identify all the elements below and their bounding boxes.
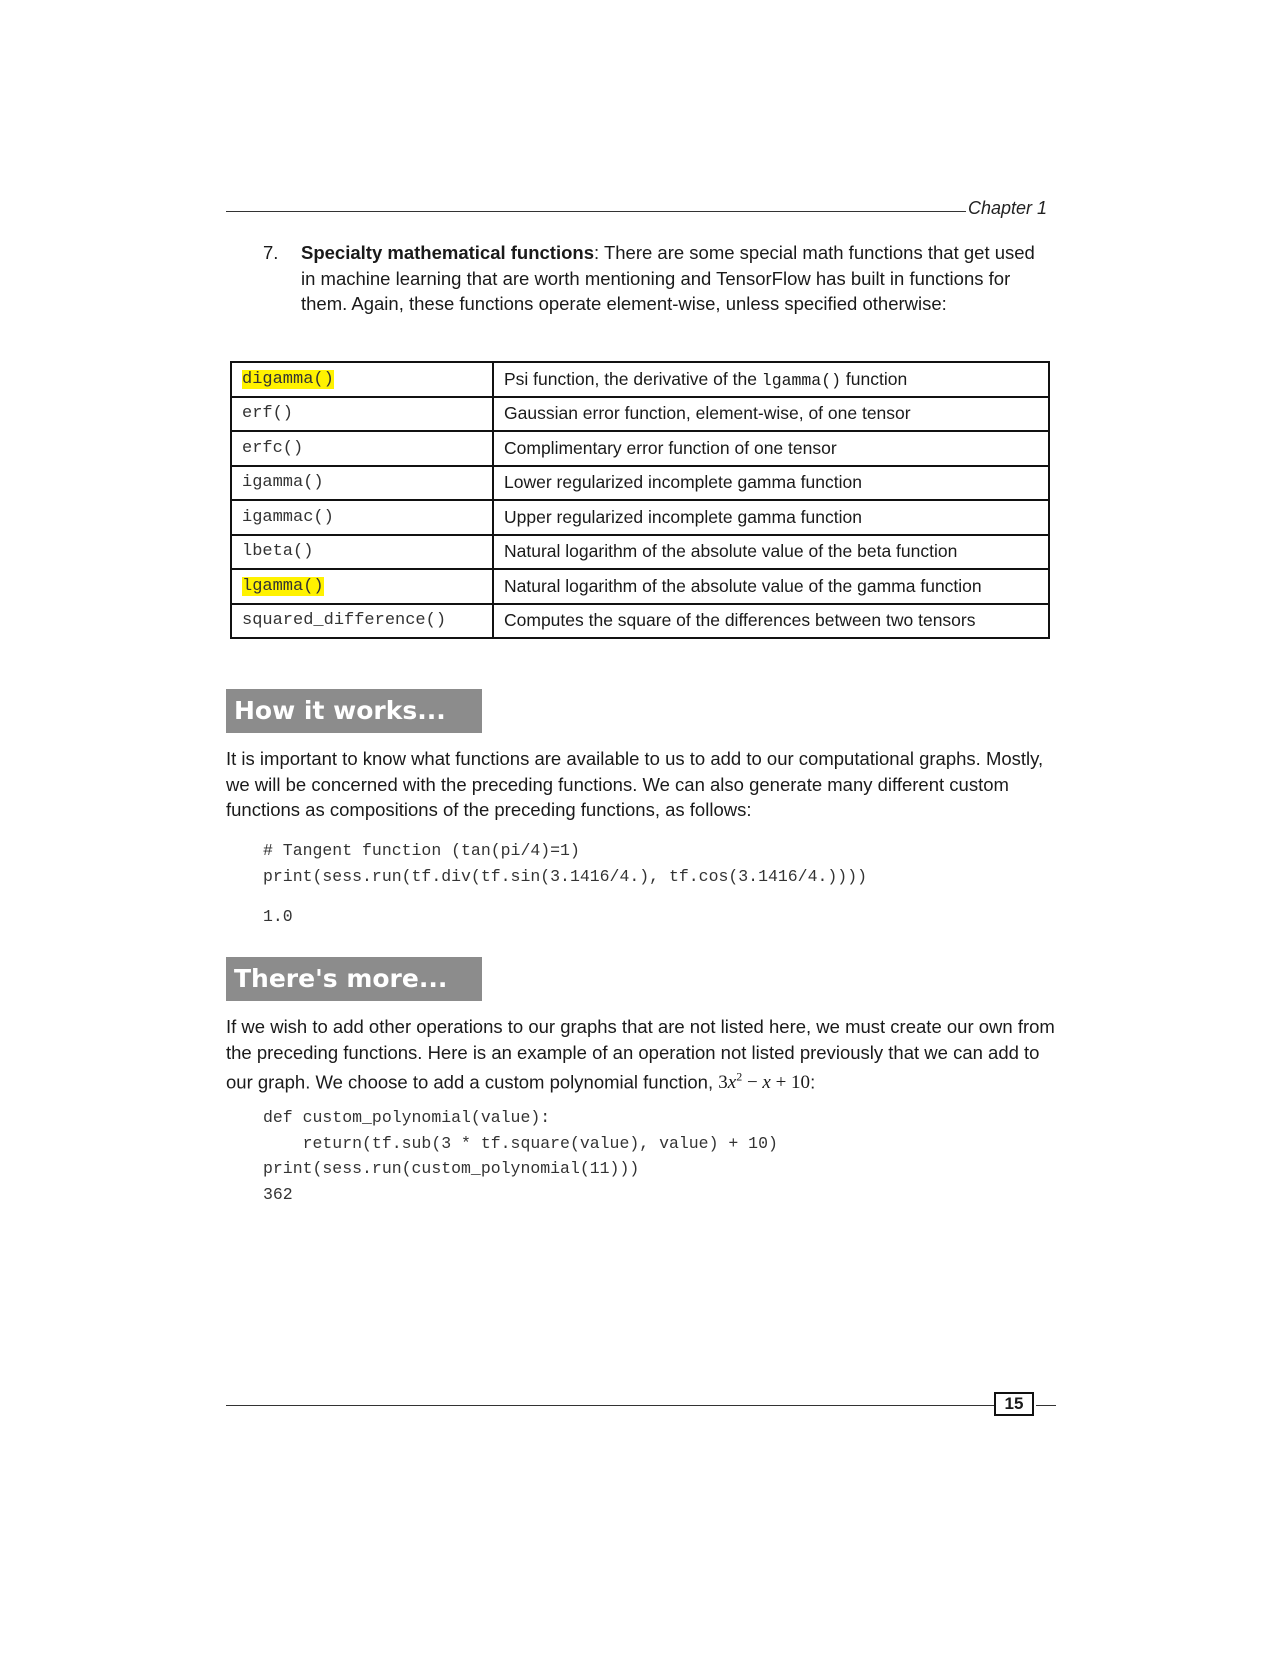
function-description: Lower regularized incomplete gamma function [493, 466, 1049, 501]
function-name: erf() [231, 397, 493, 432]
section-heading-how-it-works: How it works... [226, 689, 482, 733]
function-description: Upper regularized incomplete gamma function [493, 500, 1049, 535]
highlighted-function: digamma() [242, 369, 334, 389]
code-line: def custom_polynomial(value): [263, 1108, 551, 1127]
function-name: igamma() [231, 466, 493, 501]
function-description: Natural logarithm of the absolute value of the gamma function [493, 569, 1049, 604]
code-output: 1.0 [263, 907, 293, 926]
function-description: Natural logarithm of the absolute value of the beta function [493, 535, 1049, 570]
function-name [231, 569, 493, 604]
function-description: Computes the square of the differences between two tensors [493, 604, 1049, 639]
table-row [231, 362, 1049, 397]
code-line: print(sess.run(tf.div(tf.sin(3.1416/4.), tf.cos(3.1416/4.)))) [263, 866, 867, 886]
table-row [231, 535, 1049, 570]
code-line: # Tangent function (tan(pi/4)=1) [263, 841, 580, 860]
inline-code: lgamma() [761, 370, 842, 390]
table-row [231, 500, 1049, 535]
table-row [231, 466, 1049, 501]
function-name [231, 362, 493, 397]
polynomial-formula: $3x^2 - x + 10$ [718, 1070, 811, 1094]
function-name: igammac() [231, 500, 493, 535]
function-description: Complimentary error function of one tensor [493, 431, 1049, 466]
page-number: 15 [994, 1392, 1034, 1416]
step-title: Specialty mathematical functions [301, 242, 595, 263]
functions-table [230, 361, 1050, 639]
how-it-works-paragraph: It is important to know what functions are available to us to add to our computational graphs. Mostly, we will be concerned with the preceding functions. We can also generate many different custom functions as compositions of the preceding functions, as follows: [226, 748, 1044, 820]
function-description: Psi function, the derivative of the lgamma() function [493, 362, 1049, 397]
table-row [231, 604, 1049, 639]
code-line: return(tf.sub(3 * tf.square(value), value) + 10) [263, 1133, 778, 1153]
code-block-polynomial [263, 1105, 778, 1207]
table-row [231, 397, 1049, 432]
step-body [301, 240, 1041, 317]
function-name: squared_difference() [231, 604, 493, 639]
footer-rule [226, 1405, 994, 1406]
function-name: erfc() [231, 431, 493, 466]
section-heading-theres-more: There's more... [226, 957, 482, 1001]
footer-rule [1036, 1405, 1056, 1406]
step-text: : There are some special math functions that get used in machine learning that are worth mentioning and TensorFlow has built in functions for them. Again, these functions operate element-wise, unless specified otherwise: [301, 242, 1035, 314]
function-description: Gaussian error function, element-wise, of one tensor [493, 397, 1049, 432]
code-line: print(sess.run(custom_polynomial(11))) [263, 1159, 640, 1178]
table-row [231, 431, 1049, 466]
function-name: lbeta() [231, 535, 493, 570]
theres-more-paragraph: If we wish to add other operations to our graphs that are not listed here, we must create our own from the preceding functions. Here is an example of an operation not listed previously that we can add to our graph. We choose to add a custom polynomial function, $3x^2 - x + 10$: [226, 1016, 1055, 1094]
chapter-label: Chapter 1 [968, 198, 1048, 218]
step-number: 7. [263, 242, 279, 263]
highlighted-function: lgamma() [242, 576, 324, 596]
header-rule [226, 211, 966, 212]
code-line: 362 [263, 1184, 293, 1204]
table-row [231, 569, 1049, 604]
code-block-tangent [263, 838, 867, 889]
